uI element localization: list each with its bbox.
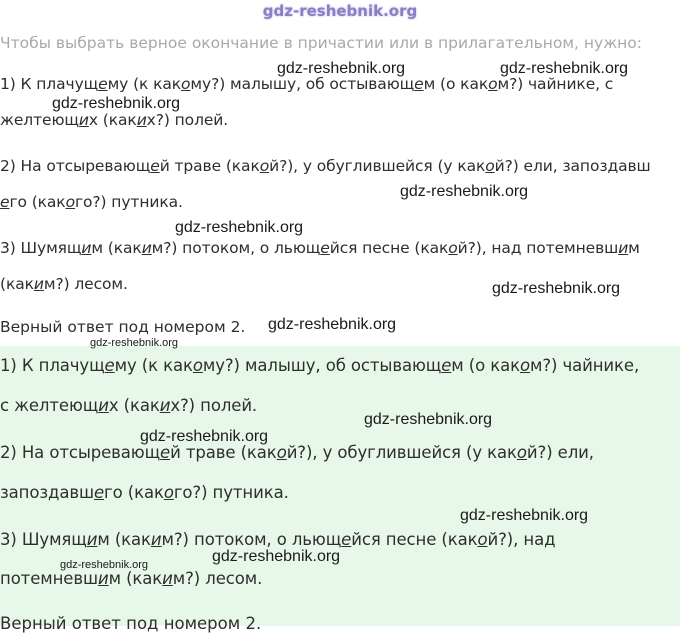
watermark: gdz-reshebnik.org <box>492 280 621 297</box>
watermark-small: gdz-reshebnik.org <box>60 559 149 571</box>
watermark: gdz-reshebnik.org <box>364 411 493 428</box>
watermark: gdz-reshebnik.org <box>52 95 181 112</box>
item-3-line-2: (каким?) лесом. <box>0 275 128 293</box>
box-line-5: 3) Шумящим (каким?) потоком, о льющейся песне (какой?), над <box>0 530 556 549</box>
watermark: gdz-reshebnik.org <box>212 548 341 565</box>
box-line-2: с желтеющих (каких?) полей. <box>0 396 258 415</box>
watermark: gdz-reshebnik.org <box>268 316 397 333</box>
watermark: gdz-reshebnik.org <box>175 219 304 236</box>
watermark: gdz-reshebnik.org <box>140 428 269 445</box>
box-line-3: 2) На отсыревающей траве (какой?), у обуглившейся (у какой?) ели, <box>0 443 594 462</box>
box-line-6: потемневшим (каким?) лесом. <box>0 569 263 588</box>
watermark: gdz-reshebnik.org <box>460 507 589 524</box>
item-2 <box>0 148 651 220</box>
watermark: gdz-reshebnik.org <box>277 60 406 77</box>
cut-off-answer-text: Верный ответ под номером 2. <box>0 614 262 633</box>
item-2-line-1: 2) На отсыревающей траве (какой?), у обуглившейся (у какой?) ели, запоздавш <box>0 157 651 175</box>
answer-text: Верный ответ под номером 2. <box>0 318 246 336</box>
item-3-line-1: 3) Шумящим (каким?) потоком, о льющейся песне (какой?), над потемневшим <box>0 239 640 257</box>
item-1-line-1: 1) К плачущему (к какому?) малышу, об остывающем (о каком?) чайнике, с <box>0 75 614 93</box>
box-line-4: запоздавшего (какого?) путника. <box>0 483 289 502</box>
watermark: gdz-reshebnik.org <box>400 183 529 200</box>
site-watermark-header: gdz-reshebnik.org <box>262 2 418 20</box>
intro-text: Чтобы выбрать верное окончание в причастии или в прилагательном, нужно: <box>0 34 643 52</box>
watermark: gdz-reshebnik.org <box>500 60 629 77</box>
item-2-line-2: его (какого?) путника. <box>0 193 183 211</box>
box-line-1: 1) К плачущему (к какому?) малышу, об остывающем (о каком?) чайнике, <box>0 356 640 375</box>
watermark-small: gdz-reshebnik.org <box>90 337 179 349</box>
item-1-line-2: желтеющих (каких?) полей. <box>0 111 229 129</box>
